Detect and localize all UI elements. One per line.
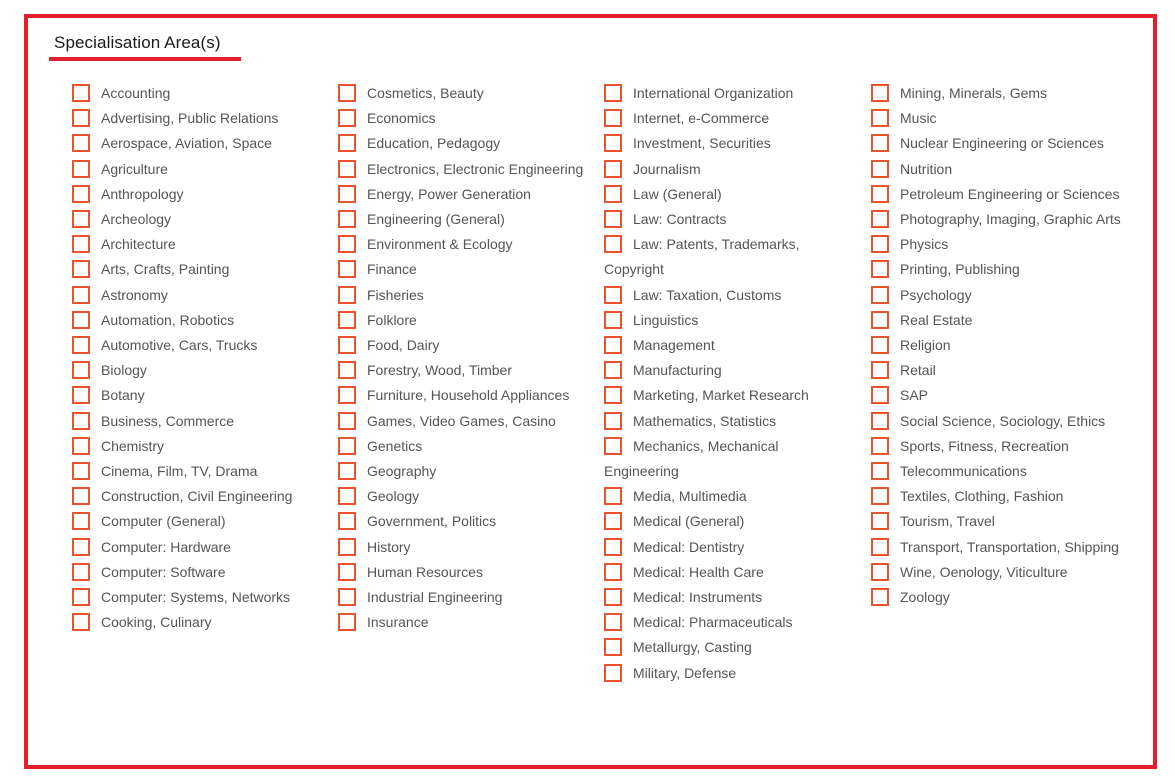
specialisation-option[interactable] bbox=[72, 232, 322, 257]
specialisation-option[interactable] bbox=[338, 610, 588, 635]
checkbox[interactable] bbox=[604, 512, 622, 530]
checkbox[interactable] bbox=[72, 84, 90, 102]
checkbox-column-2 bbox=[338, 81, 588, 635]
checkbox[interactable] bbox=[871, 84, 889, 102]
checkbox-label[interactable]: Geology bbox=[367, 488, 420, 505]
specialisation-option[interactable] bbox=[604, 106, 854, 131]
checkbox-column-4 bbox=[871, 81, 1121, 610]
checkbox-label[interactable]: Folklore bbox=[367, 311, 417, 328]
checkbox[interactable] bbox=[72, 563, 90, 581]
checkbox[interactable] bbox=[338, 185, 356, 203]
checkbox-label[interactable]: Arts, Crafts, Painting bbox=[101, 261, 230, 278]
specialisation-option[interactable] bbox=[604, 610, 854, 635]
specialisation-option[interactable] bbox=[72, 283, 322, 308]
specialisation-option[interactable] bbox=[871, 434, 1121, 459]
checkbox[interactable] bbox=[604, 538, 622, 556]
checkbox-label[interactable]: SAP bbox=[900, 387, 929, 404]
checkbox-label[interactable]: Energy, Power Generation bbox=[367, 185, 531, 202]
checkbox-label[interactable]: Petroleum Engineering or Sciences bbox=[900, 185, 1120, 202]
checkbox[interactable] bbox=[871, 386, 889, 404]
checkbox-label[interactable]: Management bbox=[633, 337, 715, 354]
checkbox-label[interactable]: Agriculture bbox=[101, 160, 168, 177]
checkbox[interactable] bbox=[72, 613, 90, 631]
checkbox[interactable] bbox=[604, 361, 622, 379]
checkbox-label[interactable]: Retail bbox=[900, 362, 936, 379]
checkbox-label[interactable]: Archeology bbox=[101, 211, 172, 228]
checkbox-label[interactable]: International Organization bbox=[633, 85, 794, 101]
checkbox[interactable] bbox=[72, 160, 90, 178]
checkbox[interactable] bbox=[604, 613, 622, 631]
specialisation-option[interactable] bbox=[604, 484, 854, 509]
checkbox[interactable] bbox=[72, 336, 90, 354]
checkbox[interactable] bbox=[72, 210, 90, 228]
specialisation-option[interactable] bbox=[604, 383, 854, 408]
checkbox-label[interactable]: Education, Pedagogy bbox=[367, 135, 501, 152]
specialisation-option[interactable] bbox=[338, 459, 588, 484]
checkbox[interactable] bbox=[871, 487, 889, 505]
checkbox-label[interactable]: Furniture, Household Appliances bbox=[367, 387, 570, 404]
checkbox-label[interactable]: Cosmetics, Beauty bbox=[367, 85, 484, 101]
specialisation-option[interactable] bbox=[72, 157, 322, 182]
checkbox-label[interactable]: Medical: Instruments bbox=[633, 589, 763, 606]
specialisation-option[interactable] bbox=[338, 131, 588, 156]
specialisation-option[interactable] bbox=[72, 434, 322, 459]
checkbox[interactable] bbox=[72, 286, 90, 304]
checkbox-label[interactable]: Forestry, Wood, Timber bbox=[367, 362, 512, 379]
checkbox[interactable] bbox=[338, 512, 356, 530]
checkbox-label[interactable]: Computer: Hardware bbox=[101, 538, 231, 555]
specialisation-option[interactable] bbox=[338, 434, 588, 459]
checkbox-label[interactable]: Wine, Oenology, Viticulture bbox=[900, 563, 1068, 580]
checkbox[interactable] bbox=[604, 588, 622, 606]
checkbox-label[interactable]: Chemistry bbox=[101, 437, 165, 454]
checkbox-label[interactable]: Medical: Pharmaceuticals bbox=[633, 614, 793, 631]
specialisation-option[interactable] bbox=[338, 585, 588, 610]
checkbox-label[interactable]: Real Estate bbox=[900, 311, 973, 328]
specialisation-option[interactable] bbox=[871, 509, 1121, 534]
checkbox[interactable] bbox=[72, 311, 90, 329]
specialisation-option[interactable] bbox=[338, 207, 588, 232]
specialisation-option[interactable] bbox=[338, 535, 588, 560]
specialisation-option[interactable] bbox=[338, 232, 588, 257]
checkbox-label[interactable]: Manufacturing bbox=[633, 362, 722, 379]
checkbox-label[interactable]: Nuclear Engineering or Sciences bbox=[900, 135, 1104, 152]
specialisation-option[interactable] bbox=[871, 409, 1121, 434]
checkbox-label[interactable]: Nutrition bbox=[900, 160, 953, 177]
checkbox[interactable] bbox=[871, 311, 889, 329]
checkbox-label[interactable]: Social Science, Sociology, Ethics bbox=[900, 412, 1106, 429]
checkbox[interactable] bbox=[604, 286, 622, 304]
checkbox-label[interactable]: Architecture bbox=[101, 236, 176, 253]
checkbox[interactable] bbox=[338, 412, 356, 430]
specialisation-option[interactable] bbox=[338, 106, 588, 131]
checkbox[interactable] bbox=[871, 286, 889, 304]
specialisation-option[interactable] bbox=[604, 358, 854, 383]
checkbox[interactable] bbox=[338, 260, 356, 278]
specialisation-option[interactable] bbox=[338, 383, 588, 408]
specialisation-option[interactable] bbox=[72, 509, 322, 534]
checkbox[interactable] bbox=[338, 538, 356, 556]
checkbox-label[interactable]: Mining, Minerals, Gems bbox=[900, 85, 1048, 101]
specialisation-option[interactable] bbox=[338, 333, 588, 358]
specialisation-option[interactable] bbox=[604, 585, 854, 610]
checkbox-label[interactable]: Cooking, Culinary bbox=[101, 614, 212, 631]
checkbox[interactable] bbox=[604, 134, 622, 152]
checkbox[interactable] bbox=[338, 613, 356, 631]
checkbox[interactable] bbox=[871, 260, 889, 278]
specialisation-option[interactable] bbox=[871, 157, 1121, 182]
checkbox-label[interactable]: Construction, Civil Engineering bbox=[101, 488, 293, 505]
checkbox-label[interactable]: Biology bbox=[101, 362, 147, 379]
specialisation-option[interactable] bbox=[604, 661, 854, 686]
checkbox[interactable] bbox=[871, 185, 889, 203]
checkbox-label[interactable]: Electronics, Electronic Engineering bbox=[367, 160, 584, 177]
checkbox[interactable] bbox=[72, 538, 90, 556]
checkbox[interactable] bbox=[604, 235, 622, 253]
specialisation-option[interactable] bbox=[871, 182, 1121, 207]
specialisation-option[interactable] bbox=[871, 333, 1121, 358]
checkbox-label[interactable]: Sports, Fitness, Recreation bbox=[900, 437, 1069, 454]
checkbox-label[interactable]: Industrial Engineering bbox=[367, 589, 503, 606]
checkbox[interactable] bbox=[871, 235, 889, 253]
specialisation-option[interactable] bbox=[871, 131, 1121, 156]
specialisation-option[interactable] bbox=[604, 509, 854, 534]
checkbox-label[interactable]: Food, Dairy bbox=[367, 337, 440, 354]
checkbox-label[interactable]: Linguistics bbox=[633, 311, 699, 328]
checkbox-label[interactable]: Medical: Health Care bbox=[633, 563, 764, 580]
heading-underline bbox=[49, 57, 241, 61]
specialisation-option[interactable] bbox=[871, 459, 1121, 484]
checkbox[interactable] bbox=[72, 412, 90, 430]
checkbox[interactable] bbox=[604, 336, 622, 354]
checkbox-label[interactable]: Law: Taxation, Customs bbox=[633, 286, 782, 303]
specialisation-option[interactable] bbox=[871, 383, 1121, 408]
checkbox-label[interactable]: Photography, Imaging, Graphic Arts bbox=[900, 211, 1121, 228]
checkbox[interactable] bbox=[338, 210, 356, 228]
checkbox[interactable] bbox=[72, 437, 90, 455]
specialisation-option[interactable] bbox=[338, 283, 588, 308]
checkbox[interactable] bbox=[604, 386, 622, 404]
checkbox-label[interactable]: Engineering (General) bbox=[367, 211, 505, 228]
checkbox[interactable] bbox=[338, 563, 356, 581]
checkbox-label[interactable]: Games, Video Games, Casino bbox=[367, 412, 556, 429]
specialisation-option[interactable] bbox=[338, 560, 588, 585]
checkbox[interactable] bbox=[72, 109, 90, 127]
checkbox[interactable] bbox=[72, 361, 90, 379]
specialisation-option[interactable] bbox=[604, 535, 854, 560]
checkbox-label[interactable]: Botany bbox=[101, 387, 145, 404]
checkbox[interactable] bbox=[338, 109, 356, 127]
checkbox[interactable] bbox=[604, 437, 622, 455]
checkbox[interactable] bbox=[338, 437, 356, 455]
checkbox-label[interactable]: Investment, Securities bbox=[633, 135, 771, 152]
checkbox[interactable] bbox=[72, 512, 90, 530]
checkbox[interactable] bbox=[338, 386, 356, 404]
checkbox-label[interactable]: Internet, e-Commerce bbox=[633, 110, 770, 127]
specialisation-option[interactable] bbox=[871, 560, 1121, 585]
checkbox[interactable] bbox=[604, 487, 622, 505]
specialisation-option[interactable] bbox=[871, 106, 1121, 131]
checkbox-label[interactable]: Law (General) bbox=[633, 185, 722, 202]
specialisation-option[interactable] bbox=[72, 560, 322, 585]
specialisation-option[interactable] bbox=[604, 232, 854, 282]
checkbox-label[interactable]: Tourism, Travel bbox=[900, 513, 995, 530]
checkbox-label[interactable]: Genetics bbox=[367, 437, 423, 454]
specialisation-option[interactable] bbox=[604, 131, 854, 156]
checkbox-label[interactable]: Environment & Ecology bbox=[367, 236, 513, 253]
specialisation-option[interactable] bbox=[871, 484, 1121, 509]
specialisation-option[interactable] bbox=[338, 157, 588, 182]
checkbox-label[interactable]: Transport, Transportation, Shipping bbox=[900, 538, 1119, 555]
checkbox-label[interactable]: Religion bbox=[900, 337, 951, 354]
specialisation-option[interactable] bbox=[604, 333, 854, 358]
checkbox[interactable] bbox=[338, 134, 356, 152]
checkbox-label[interactable]: Textiles, Clothing, Fashion bbox=[900, 488, 1064, 505]
checkbox[interactable] bbox=[338, 84, 356, 102]
checkbox-label[interactable]: Advertising, Public Relations bbox=[101, 110, 279, 127]
checkbox-label[interactable]: Government, Politics bbox=[367, 513, 497, 530]
checkbox[interactable] bbox=[604, 185, 622, 203]
checkbox-label[interactable]: Cinema, Film, TV, Drama bbox=[101, 463, 258, 480]
specialisation-option[interactable] bbox=[72, 106, 322, 131]
specialisation-option[interactable] bbox=[72, 131, 322, 156]
checkbox-label[interactable]: Astronomy bbox=[101, 286, 168, 303]
checkbox[interactable] bbox=[604, 563, 622, 581]
checkbox-label[interactable]: Printing, Publishing bbox=[900, 261, 1020, 278]
specialisation-option[interactable] bbox=[604, 182, 854, 207]
checkbox-label[interactable]: Medical (General) bbox=[633, 513, 745, 530]
specialisation-option[interactable] bbox=[604, 409, 854, 434]
checkbox[interactable] bbox=[338, 336, 356, 354]
specialisation-option[interactable] bbox=[604, 157, 854, 182]
specialisation-option[interactable] bbox=[72, 484, 322, 509]
checkbox-label[interactable]: Automotive, Cars, Trucks bbox=[101, 337, 258, 354]
specialisation-option[interactable] bbox=[604, 560, 854, 585]
specialisation-option[interactable] bbox=[871, 81, 1121, 106]
checkbox[interactable] bbox=[871, 160, 889, 178]
specialisation-option[interactable] bbox=[338, 409, 588, 434]
checkbox[interactable] bbox=[338, 487, 356, 505]
checkbox[interactable] bbox=[338, 361, 356, 379]
checkbox[interactable] bbox=[72, 386, 90, 404]
checkbox-label[interactable]: Mathematics, Statistics bbox=[633, 412, 777, 429]
checkbox[interactable] bbox=[871, 437, 889, 455]
checkbox[interactable] bbox=[72, 185, 90, 203]
specialisation-option[interactable] bbox=[338, 81, 588, 106]
checkbox[interactable] bbox=[338, 311, 356, 329]
checkbox-column-3 bbox=[604, 81, 854, 686]
checkbox-label[interactable]: Medical: Dentistry bbox=[633, 538, 745, 555]
checkbox-label[interactable]: Automation, Robotics bbox=[101, 311, 235, 328]
checkbox-label[interactable]: Human Resources bbox=[367, 563, 483, 580]
checkbox[interactable] bbox=[604, 210, 622, 228]
specialisation-option[interactable] bbox=[338, 182, 588, 207]
checkbox-label[interactable]: Marketing, Market Research bbox=[633, 387, 809, 404]
specialisation-option[interactable] bbox=[72, 182, 322, 207]
checkbox[interactable] bbox=[338, 235, 356, 253]
checkbox-label[interactable]: Computer (General) bbox=[101, 513, 226, 530]
specialisation-option[interactable] bbox=[338, 358, 588, 383]
specialisation-option[interactable] bbox=[72, 358, 322, 383]
checkbox-label[interactable]: Mechanics, Mechanical Engineering bbox=[604, 437, 779, 480]
checkbox[interactable] bbox=[338, 286, 356, 304]
checkbox-label[interactable]: Geography bbox=[367, 463, 437, 480]
checkbox-column-1 bbox=[72, 81, 322, 635]
specialisation-option[interactable] bbox=[72, 257, 322, 282]
checkbox-label[interactable]: Business, Commerce bbox=[101, 412, 235, 429]
specialisation-option[interactable] bbox=[871, 257, 1121, 282]
checkbox[interactable] bbox=[604, 638, 622, 656]
checkbox-label[interactable]: Journalism bbox=[633, 160, 701, 177]
checkbox-label[interactable]: Media, Multimedia bbox=[633, 488, 747, 505]
checkbox-label[interactable]: Computer: Systems, Networks bbox=[101, 589, 291, 606]
checkbox[interactable] bbox=[871, 361, 889, 379]
checkbox[interactable] bbox=[604, 664, 622, 682]
checkbox[interactable] bbox=[871, 109, 889, 127]
checkbox-label[interactable]: Aerospace, Aviation, Space bbox=[101, 135, 272, 152]
checkbox-label[interactable]: Computer: Software bbox=[101, 563, 226, 580]
checkbox[interactable] bbox=[871, 412, 889, 430]
specialisation-option[interactable] bbox=[72, 383, 322, 408]
specialisation-option[interactable] bbox=[72, 81, 322, 106]
checkbox[interactable] bbox=[604, 109, 622, 127]
checkbox-label[interactable]: Psychology bbox=[900, 286, 972, 303]
specialisation-option[interactable] bbox=[871, 585, 1121, 610]
checkbox[interactable] bbox=[72, 134, 90, 152]
checkbox[interactable] bbox=[72, 260, 90, 278]
specialisation-option[interactable] bbox=[338, 509, 588, 534]
specialisation-option[interactable] bbox=[604, 207, 854, 232]
checkbox[interactable] bbox=[604, 412, 622, 430]
specialisation-option[interactable] bbox=[338, 257, 588, 282]
checkbox[interactable] bbox=[72, 462, 90, 480]
checkbox-label[interactable]: Music bbox=[900, 110, 937, 127]
specialisation-option[interactable] bbox=[604, 635, 854, 660]
checkbox[interactable] bbox=[871, 462, 889, 480]
specialisation-option[interactable] bbox=[604, 308, 854, 333]
specialisation-option[interactable] bbox=[871, 207, 1121, 232]
checkbox[interactable] bbox=[338, 160, 356, 178]
checkbox-label[interactable]: Fisheries bbox=[367, 286, 424, 303]
checkbox-label[interactable]: Economics bbox=[367, 110, 436, 127]
checkbox[interactable] bbox=[871, 563, 889, 581]
checkbox-label[interactable]: Finance bbox=[367, 261, 417, 278]
checkbox-label[interactable]: Law: Contracts bbox=[633, 211, 727, 228]
specialisation-option[interactable] bbox=[72, 610, 322, 635]
checkbox[interactable] bbox=[604, 311, 622, 329]
checkbox-label[interactable]: History bbox=[367, 538, 411, 555]
specialisation-option[interactable] bbox=[604, 434, 854, 484]
checkbox[interactable] bbox=[871, 336, 889, 354]
specialisation-option[interactable] bbox=[871, 358, 1121, 383]
specialisation-option[interactable] bbox=[604, 283, 854, 308]
checkbox[interactable] bbox=[871, 134, 889, 152]
specialisation-option[interactable] bbox=[871, 535, 1121, 560]
checkbox[interactable] bbox=[72, 235, 90, 253]
checkbox[interactable] bbox=[871, 588, 889, 606]
checkbox[interactable] bbox=[604, 84, 622, 102]
checkbox[interactable] bbox=[604, 160, 622, 178]
checkbox[interactable] bbox=[338, 462, 356, 480]
checkbox[interactable] bbox=[72, 487, 90, 505]
checkbox-label[interactable]: Telecommunications bbox=[900, 463, 1027, 480]
specialisation-option[interactable] bbox=[338, 484, 588, 509]
checkbox[interactable] bbox=[871, 210, 889, 228]
specialisation-option[interactable] bbox=[72, 333, 322, 358]
specialisation-option[interactable] bbox=[871, 232, 1121, 257]
checkbox-label[interactable]: Zoology bbox=[900, 589, 950, 606]
specialisation-option[interactable] bbox=[72, 207, 322, 232]
checkbox[interactable] bbox=[871, 512, 889, 530]
checkbox-label[interactable]: Military, Defense bbox=[633, 664, 737, 681]
checkbox[interactable] bbox=[338, 588, 356, 606]
specialisation-option[interactable] bbox=[72, 535, 322, 560]
checkbox-label[interactable]: Insurance bbox=[367, 614, 429, 631]
checkbox[interactable] bbox=[72, 588, 90, 606]
specialisation-option[interactable] bbox=[871, 283, 1121, 308]
specialisation-option[interactable] bbox=[72, 409, 322, 434]
checkbox-label[interactable]: Accounting bbox=[101, 85, 171, 101]
checkbox[interactable] bbox=[871, 538, 889, 556]
specialisation-option[interactable] bbox=[871, 308, 1121, 333]
checkbox-label[interactable]: Physics bbox=[900, 236, 949, 253]
specialisation-option[interactable] bbox=[72, 585, 322, 610]
checkbox-label[interactable]: Metallurgy, Casting bbox=[633, 639, 752, 656]
checkbox-label[interactable]: Anthropology bbox=[101, 185, 184, 202]
specialisation-option[interactable] bbox=[604, 81, 854, 106]
specialisation-option[interactable] bbox=[72, 308, 322, 333]
specialisation-option[interactable] bbox=[338, 308, 588, 333]
specialisation-option[interactable] bbox=[72, 459, 322, 484]
section-heading: Specialisation Area(s) bbox=[54, 33, 221, 52]
checkbox-label[interactable]: Law: Patents, Trademarks, Copyright bbox=[604, 236, 800, 278]
